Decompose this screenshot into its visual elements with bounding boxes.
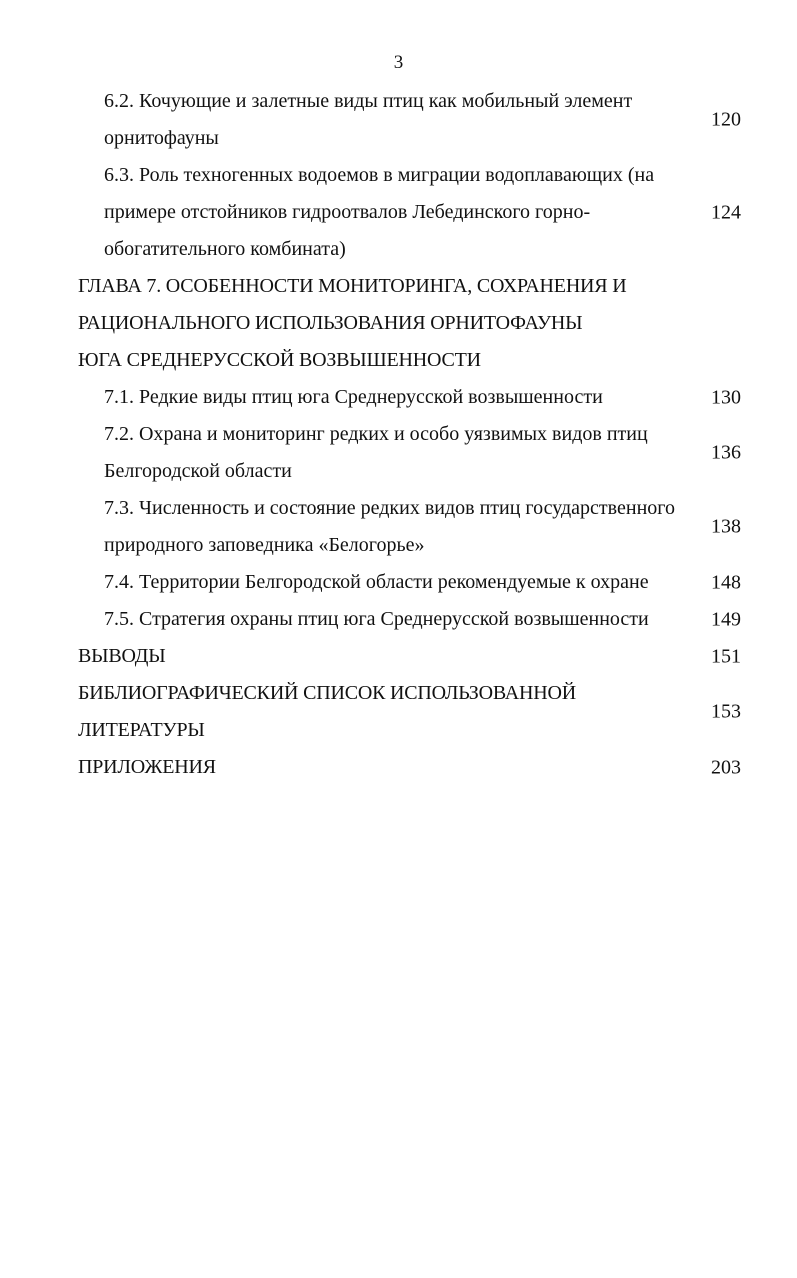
toc-subsection-entry <box>0 379 797 416</box>
toc-section-entry <box>0 749 797 786</box>
toc-entry-title-line: 7.4. Территории Белгородской области рекомендуемые к охране <box>104 571 649 593</box>
toc-entry-title-line: ГЛАВА 7. ОСОБЕННОСТИ МОНИТОРИНГА, СОХРАНЕНИЯ И <box>78 275 627 297</box>
toc-entry-title <box>0 601 649 638</box>
toc-entry-title <box>0 490 675 564</box>
toc-entry-title <box>0 749 216 786</box>
toc-section-entry <box>0 675 797 749</box>
toc-entry-page-number: 124 <box>711 201 741 223</box>
page-number: 3 <box>393 52 404 73</box>
toc-entry-title-line: 6.2. Кочующие и залетные виды птиц как мобильный элемент <box>104 90 633 112</box>
toc-entry-page-number: 148 <box>711 571 741 593</box>
toc-entry-title <box>0 675 576 749</box>
toc-entry-title-line: РАЦИОНАЛЬНОГО ИСПОЛЬЗОВАНИЯ ОРНИТОФАУНЫ <box>78 312 583 334</box>
toc-entry-title <box>0 638 165 675</box>
toc-entry-title <box>0 416 648 490</box>
toc-subsection-entry <box>0 601 797 638</box>
toc-entry-page-number: 136 <box>711 441 741 464</box>
toc-entry-page-number: 151 <box>711 645 741 667</box>
toc-entry-title-line: орнитофауны <box>104 127 219 149</box>
toc-entry-title <box>0 379 603 416</box>
toc-subsection-entry <box>0 157 797 268</box>
toc-entry-title-line: 7.1. Редкие виды птиц юга Среднерусской возвышенности <box>104 386 603 408</box>
toc-entry-title-line: ЮГА СРЕДНЕРУССКОЙ ВОЗВЫШЕННОСТИ <box>78 349 481 371</box>
toc-entry-title-line: 7.2. Охрана и мониторинг редких и особо уязвимых видов птиц <box>104 423 648 445</box>
toc-subsection-entry <box>0 416 797 490</box>
toc-entry-title-line: ПРИЛОЖЕНИЯ <box>78 756 216 778</box>
toc-entry-title-line: БИБЛИОГРАФИЧЕСКИЙ СПИСОК ИСПОЛЬЗОВАННОЙ <box>78 682 576 704</box>
toc-entry-title-line: ЛИТЕРАТУРЫ <box>78 719 205 741</box>
toc-entry-title <box>0 564 649 601</box>
toc-subsection-entry <box>0 490 797 564</box>
toc-entry-title-line: примере отстойников гидроотвалов Лебединского горно- <box>104 201 591 223</box>
toc-entry-title <box>0 268 627 379</box>
toc-entry-page-number: 130 <box>711 386 741 408</box>
toc-section-entry <box>0 638 797 675</box>
toc-entry-title <box>0 83 632 157</box>
toc-entry-title-line: 7.5. Стратегия охраны птиц юга Среднерусской возвышенности <box>104 608 649 630</box>
toc-entry-page-number: 203 <box>711 756 741 778</box>
toc-entry-page-number: 120 <box>711 108 741 131</box>
toc-subsection-entry <box>0 564 797 601</box>
toc-section-entry <box>0 268 797 379</box>
toc-subsection-entry <box>0 83 797 157</box>
toc-entry-title-line: природного заповедника «Белогорье» <box>104 534 425 556</box>
toc-entry-title-line: 7.3. Численность и состояние редких видов птиц государственного <box>104 497 675 519</box>
toc-entry-title-line: 6.3. Роль техногенных водоемов в миграции водоплавающих (на <box>104 164 655 186</box>
toc-entry-title <box>0 157 654 268</box>
toc-entry-page-number: 153 <box>711 700 741 723</box>
toc-entry-page-number: 138 <box>711 515 741 538</box>
toc-entry-page-number: 149 <box>711 608 741 630</box>
toc-entry-title-line: Белгородской области <box>104 460 292 482</box>
toc-entry-title-line: ВЫВОДЫ <box>78 645 166 667</box>
table-of-contents <box>0 83 797 786</box>
toc-entry-title-line: обогатительного комбината) <box>104 238 346 260</box>
